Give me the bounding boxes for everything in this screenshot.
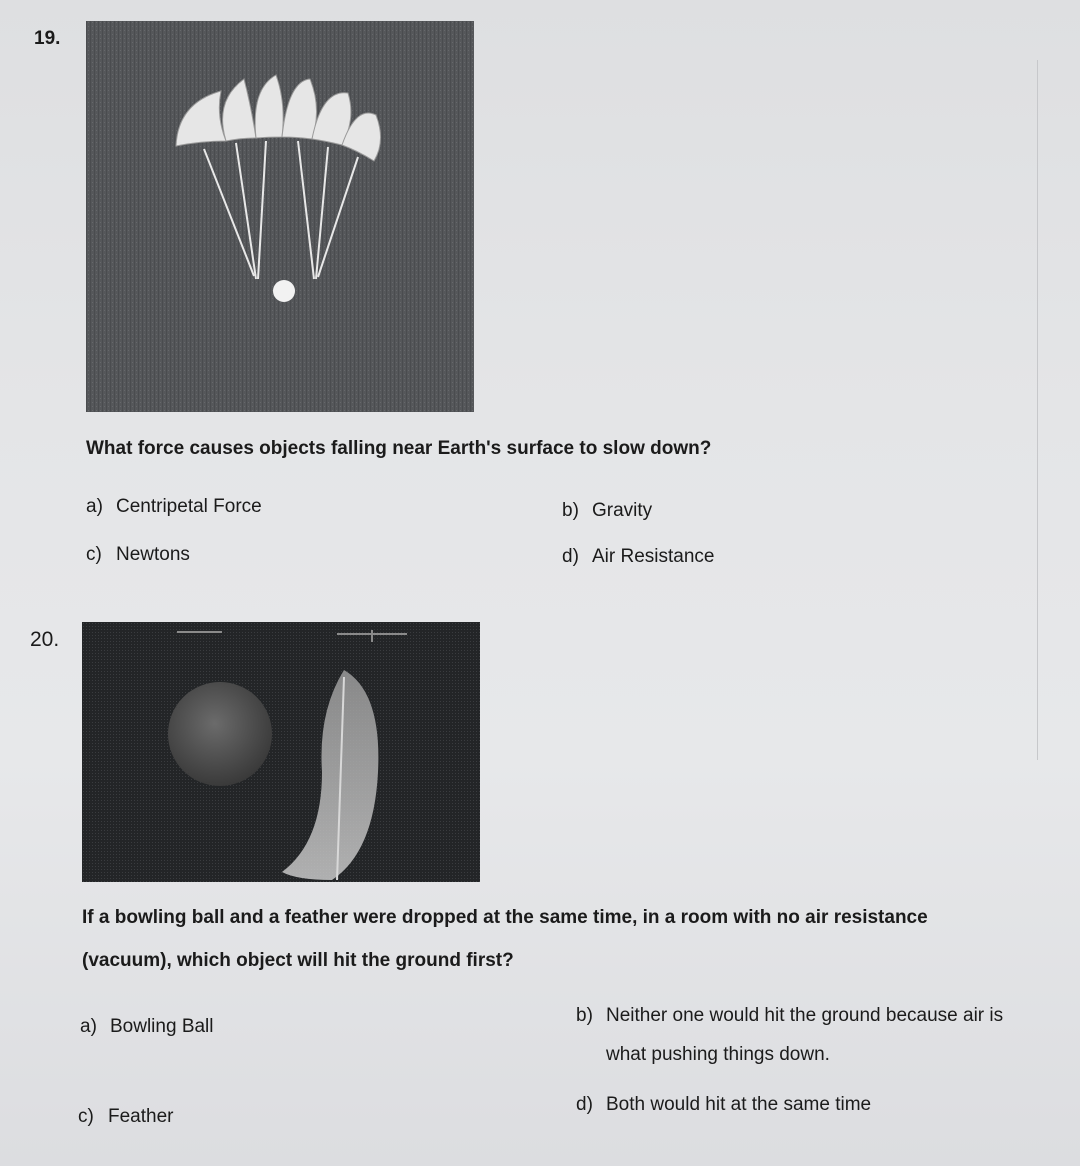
option-letter: d) bbox=[576, 1094, 593, 1115]
option-letter: b) bbox=[562, 500, 579, 521]
q20-option-c[interactable] bbox=[78, 1106, 173, 1128]
question-19-text: What force causes objects falling near Earth's surface to slow down? bbox=[86, 438, 712, 459]
option-text: Centripetal Force bbox=[116, 496, 262, 517]
q20-option-b[interactable] bbox=[576, 996, 1056, 1074]
option-text: Bowling Ball bbox=[110, 1016, 214, 1037]
q19-option-b[interactable] bbox=[562, 500, 652, 522]
option-letter: d) bbox=[562, 546, 579, 567]
option-text: Neither one would hit the ground because air is bbox=[606, 1005, 1004, 1026]
page-edge bbox=[1037, 60, 1038, 760]
option-text: Gravity bbox=[592, 500, 653, 521]
q19-option-c[interactable] bbox=[86, 544, 190, 566]
q19-option-d[interactable] bbox=[562, 546, 715, 568]
question-20-number: 20. bbox=[30, 628, 60, 651]
option-text-continued: what pushing things down. bbox=[606, 1044, 830, 1065]
option-text: Both would hit at the same time bbox=[606, 1094, 872, 1115]
question-19-number: 19. bbox=[34, 28, 61, 49]
q19-option-a[interactable] bbox=[86, 496, 262, 518]
parachute-icon bbox=[86, 21, 474, 412]
option-letter: a) bbox=[86, 496, 103, 517]
question-20-text-line1: If a bowling ball and a feather were dropped at the same time, in a room with no air resistance bbox=[82, 907, 928, 928]
option-letter: a) bbox=[80, 1016, 97, 1037]
q20-option-d[interactable] bbox=[576, 1094, 871, 1116]
option-letter: c) bbox=[86, 544, 102, 565]
option-letter: b) bbox=[576, 1005, 593, 1026]
question-20-text-line2: (vacuum), which object will hit the ground first? bbox=[82, 950, 514, 971]
option-letter: c) bbox=[78, 1106, 94, 1127]
option-text: Feather bbox=[108, 1106, 174, 1127]
option-text: Air Resistance bbox=[592, 546, 715, 567]
bowling-ball-and-feather-photo bbox=[82, 622, 480, 882]
bowling-ball-feather-figure bbox=[82, 622, 480, 882]
q20-option-a[interactable] bbox=[80, 1016, 214, 1038]
parachute-figure bbox=[86, 21, 474, 412]
option-text: Newtons bbox=[116, 544, 190, 565]
